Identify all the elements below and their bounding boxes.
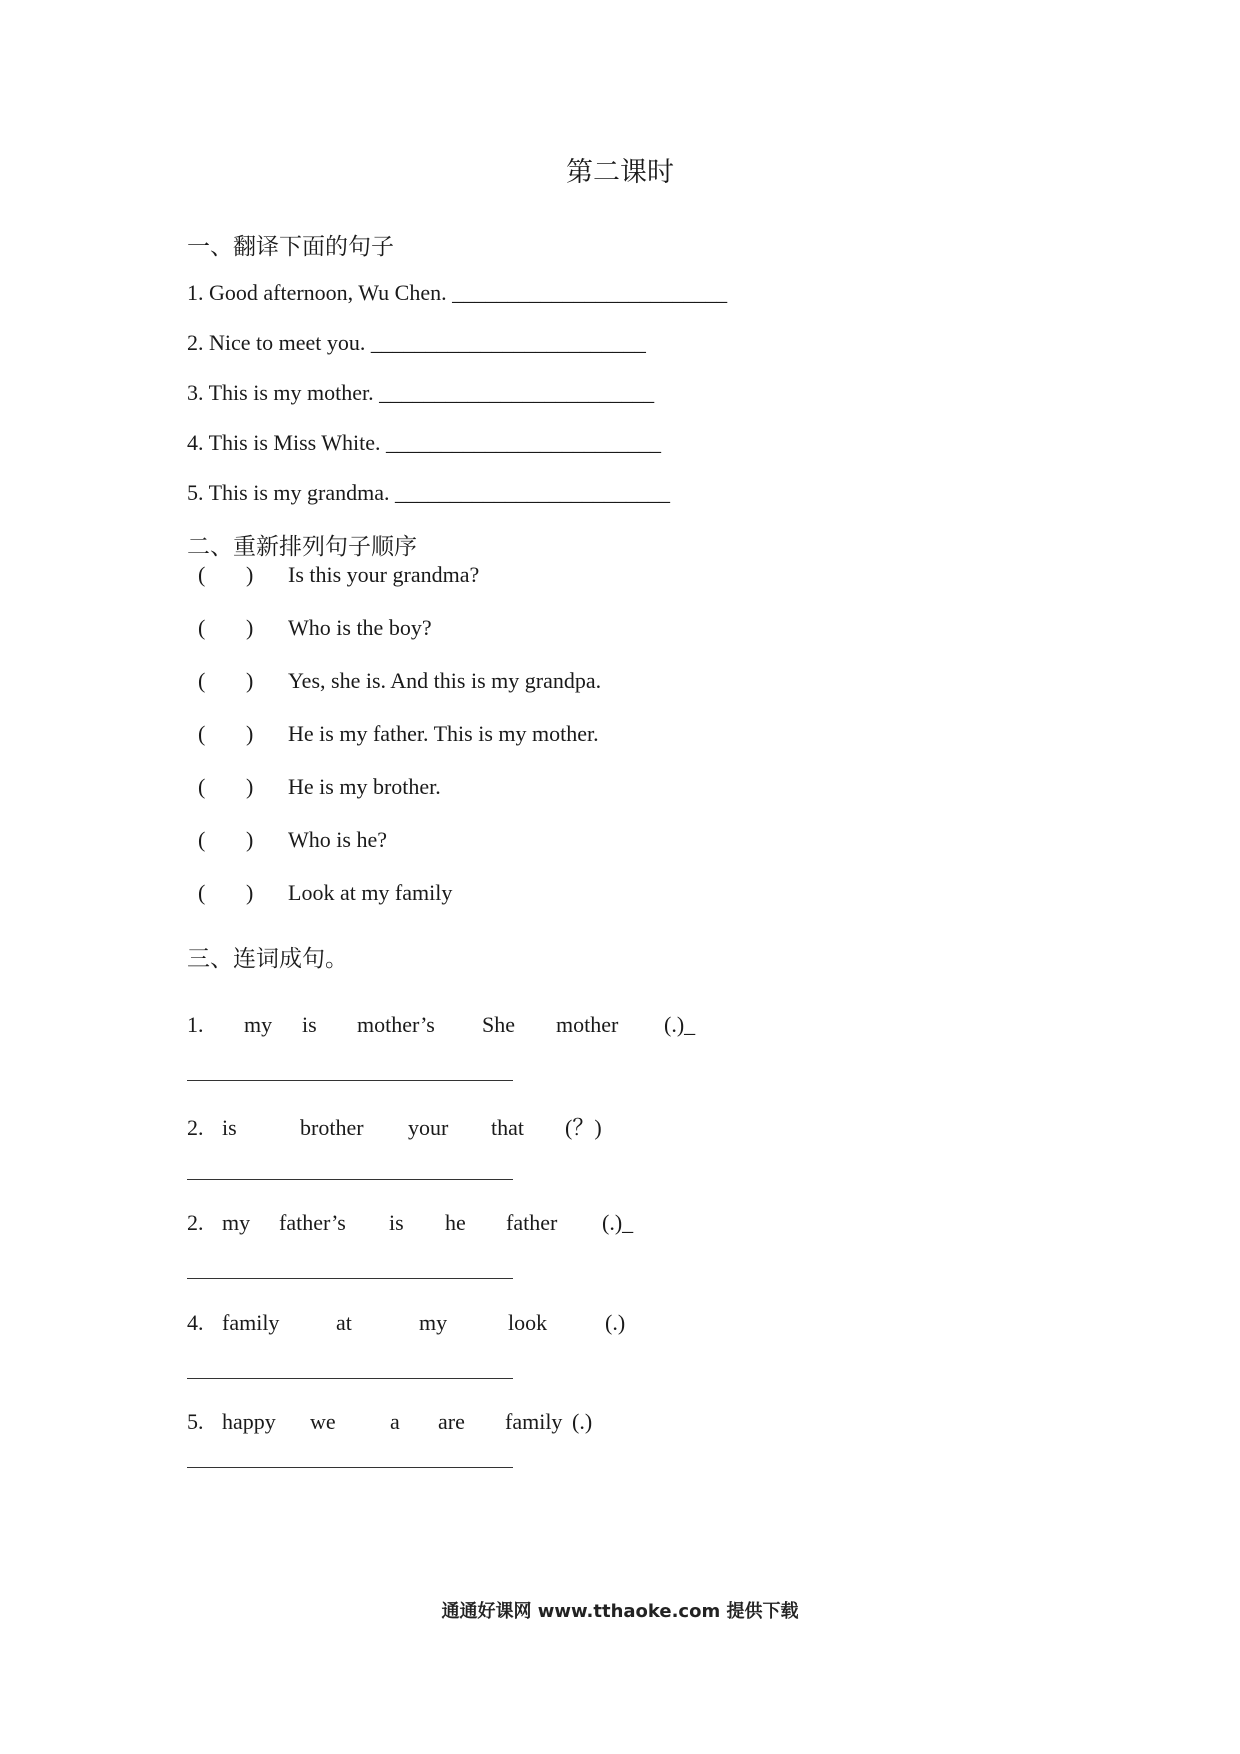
word: a — [390, 1409, 400, 1434]
item-number: 4. — [187, 1310, 204, 1335]
answer-line-4 — [187, 1378, 513, 1379]
order-item-3 — [198, 668, 601, 694]
paren-open: ( — [198, 774, 206, 799]
word: happy — [222, 1409, 276, 1434]
word: are — [438, 1409, 465, 1434]
order-sentence: Yes, she is. And this is my grandpa. — [288, 668, 602, 693]
item-number: 5. — [187, 1409, 204, 1434]
word-order-item-1 — [187, 1012, 695, 1038]
answer-line-5 — [187, 1467, 513, 1468]
paren-open: ( — [198, 668, 206, 693]
word-order-item-3 — [187, 1210, 633, 1236]
translate-item-3: 3. This is my mother. _________________________ — [187, 380, 655, 405]
order-item-4 — [198, 721, 599, 747]
word-order-item-5 — [187, 1409, 592, 1435]
paren-open: ( — [198, 880, 206, 905]
word: that — [491, 1115, 524, 1140]
word: is — [302, 1012, 317, 1037]
answer-line-2 — [187, 1179, 513, 1180]
word: my — [419, 1310, 448, 1335]
punctuation: (.) — [602, 1210, 623, 1235]
order-item-7 — [198, 880, 452, 906]
word: She — [482, 1012, 515, 1037]
answer-line-1 — [187, 1080, 513, 1081]
paren-close: ) — [246, 774, 254, 799]
word: mother — [556, 1012, 619, 1037]
word: father — [506, 1210, 558, 1235]
item-number: 2. — [187, 1210, 204, 1235]
answer-line-3 — [187, 1278, 513, 1279]
paren-close: ) — [246, 668, 254, 693]
word: my — [244, 1012, 273, 1037]
tail-mark: _ — [684, 1012, 696, 1037]
item-number: 1. — [187, 1012, 204, 1037]
tail-mark: _ — [622, 1210, 634, 1235]
order-sentence: Is this your grandma? — [288, 562, 480, 587]
word-order-item-4 — [187, 1310, 625, 1336]
paren-open: ( — [198, 615, 206, 640]
word: at — [336, 1310, 352, 1335]
paren-close: ) — [246, 615, 254, 640]
order-item-2 — [198, 615, 432, 641]
section-2-heading: 二、重新排列句子顺序 — [187, 534, 417, 559]
paren-close: ) — [246, 880, 254, 905]
word: mother’s — [357, 1012, 435, 1037]
word: he — [445, 1210, 466, 1235]
paren-close: ) — [246, 562, 254, 587]
section-3-heading: 三、连词成句。 — [187, 946, 348, 971]
word: family — [505, 1409, 563, 1434]
order-sentence: Who is the boy? — [288, 615, 432, 640]
paren-open: ( — [198, 562, 206, 587]
translate-item-2: 2. Nice to meet you. _________________________ — [187, 330, 646, 355]
paren-open: ( — [198, 827, 206, 852]
order-item-5 — [198, 774, 441, 800]
word: is — [222, 1115, 237, 1140]
word: father’s — [279, 1210, 346, 1235]
item-number: 2. — [187, 1115, 204, 1140]
word: your — [408, 1115, 449, 1140]
word: my — [222, 1210, 251, 1235]
footer-credit: 通通好课网 www.tthaoke.com 提供下载 — [441, 1601, 799, 1622]
punctuation: (？) — [565, 1115, 602, 1140]
section-1-heading: 一、翻译下面的句子 — [187, 234, 394, 259]
paren-close: ) — [246, 721, 254, 746]
word: look — [508, 1310, 548, 1335]
word: is — [389, 1210, 404, 1235]
order-sentence: He is my father. This is my mother. — [288, 721, 599, 746]
word-order-item-2 — [187, 1111, 602, 1142]
order-item-6 — [198, 827, 387, 853]
punctuation: (.) — [664, 1012, 685, 1037]
punctuation: (.) — [605, 1310, 626, 1335]
order-item-1 — [198, 562, 479, 588]
punctuation: (.) — [572, 1409, 593, 1434]
word: family — [222, 1310, 280, 1335]
translate-item-5: 5. This is my grandma. _________________________ — [187, 480, 670, 505]
order-sentence: Who is he? — [288, 827, 387, 852]
word: we — [310, 1409, 336, 1434]
paren-open: ( — [198, 721, 206, 746]
page-title: 第二课时 — [566, 157, 674, 187]
order-sentence: Look at my family — [288, 880, 453, 905]
translate-item-1: 1. Good afternoon, Wu Chen. _________________________ — [187, 280, 728, 305]
translate-item-4: 4. This is Miss White. _________________________ — [187, 430, 662, 455]
order-sentence: He is my brother. — [288, 774, 441, 799]
word: brother — [300, 1115, 364, 1140]
paren-close: ) — [246, 827, 254, 852]
